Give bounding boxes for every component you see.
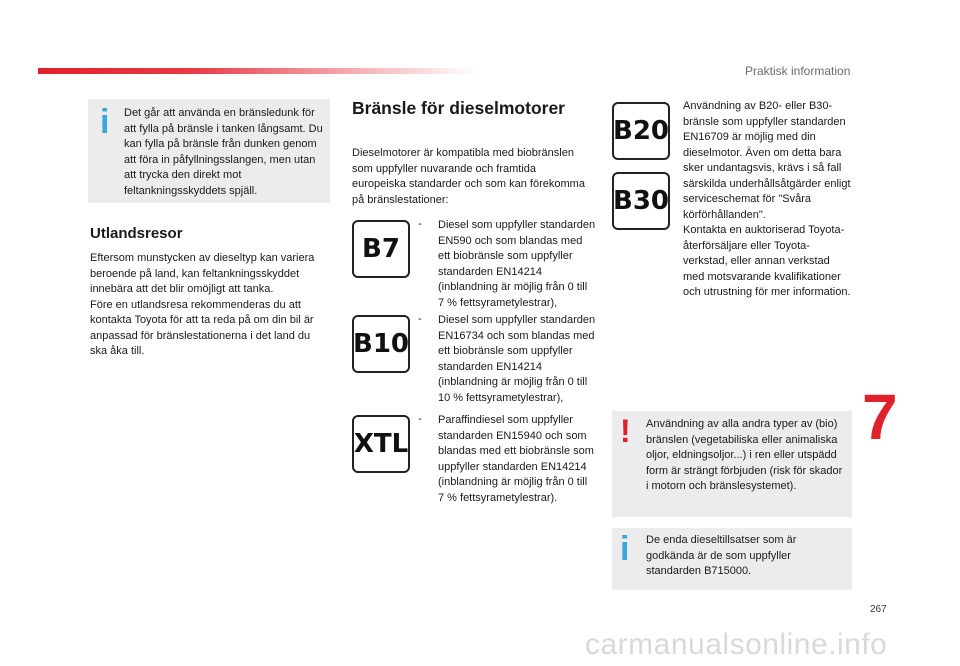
info-box-fuel-can <box>88 99 330 203</box>
info-box-additives <box>612 528 852 590</box>
watermark: carmanualsonline.info <box>585 628 888 661</box>
paragraph-utlandsresor: Eftersom munstycken av dieseltyp kan variera beroende på land, kan feltankningsskyddet innebära att det blir omöjligt att tanka. Före en utlandsresa rekommenderas du att kontakta Toyota för att ta reda på om din bil är anpassad för bränslestationerna i det land du ska åka till. <box>90 252 315 357</box>
fuel-description-b10: Diesel som uppfyller standarden EN16734 och som blandas med ett biobränsle som uppfyller standarden EN14214 (inblandning är möjlig från 0 till 10 % fettsyrametylestrar), <box>438 314 596 404</box>
intro-paragraph: Dieselmotorer är kompatibla med biobränslen som uppfyller nuvarande och framtida europeiska standarder och som kan förekomma på bränslestationer: <box>352 147 585 206</box>
list-dash: - <box>418 313 422 325</box>
list-dash: - <box>418 218 422 230</box>
b20-b30-paragraph: Användning av B20- eller B30-bränsle som uppfyller standarden EN16709 är möjlig med din dieselmotor. Även om detta bara sker undantagsvis, krävs i så fall särskilda underhållsåtgärder enligt serviceschemat för "Svåra körförhållanden". Kontakta en auktoriserad Toyota-återförsäljare eller Toyota-verkstad, eller annan verkstad med motsvarande kvalifikationer och utrustning för mer information. <box>683 100 851 298</box>
fuel-description-b7: Diesel som uppfyller standarden EN590 och som blandas med ett biobränsle som uppfyller standarden EN14214 (inblandning är möjlig från 0 till 7 % fettsyrametylestrar), <box>438 219 596 309</box>
warning-text: Användning av alla andra typer av (bio) bränslen (vegetabiliska eller animaliska oljor, eldningsoljor...) i ren eller utspädd form är strängt förbjuden (risk för skador i motorn och bränslesystemet). <box>646 418 843 492</box>
header-accent-bar <box>38 68 478 74</box>
fuel-description-xtl: Paraffindiesel som uppfyller standarden EN15940 och som blandas med ett biobränsle som uppfyller standarden EN14214 (inblandning är möjlig från 0 till 7 % fettsyrametylestrar). <box>438 414 594 504</box>
warning-icon: ! <box>620 413 631 449</box>
fuel-badge-xtl: XTL <box>352 415 410 473</box>
list-dash: - <box>418 413 422 425</box>
chapter-number: 7 <box>862 381 898 453</box>
fuel-badge-b20: B20 <box>612 102 670 160</box>
info-box-text: Det går att använda en bränsledunk för att fylla på bränsle i tanken långsamt. Du kan fylla på bränsle från dunken genom att föra in påfyllningsslangen, men utan att trycka den direkt mot feltankningsskyddets spjäll. <box>124 107 323 197</box>
info-additives-text: De enda dieseltillsatser som är godkända är de som uppfyller standarden B715000. <box>646 534 797 577</box>
fuel-badge-b7: B7 <box>352 220 410 278</box>
section-title: Praktisk information <box>745 64 851 78</box>
info-icon: i <box>620 530 630 568</box>
heading-diesel-fuel: Bränsle för dieselmotorer <box>352 98 565 118</box>
info-icon: i <box>100 103 110 141</box>
heading-utlandsresor: Utlandsresor <box>90 225 183 242</box>
warning-box <box>612 411 852 517</box>
fuel-badge-b10: B10 <box>352 315 410 373</box>
page-number: 267 <box>870 604 887 615</box>
fuel-badge-b30: B30 <box>612 172 670 230</box>
